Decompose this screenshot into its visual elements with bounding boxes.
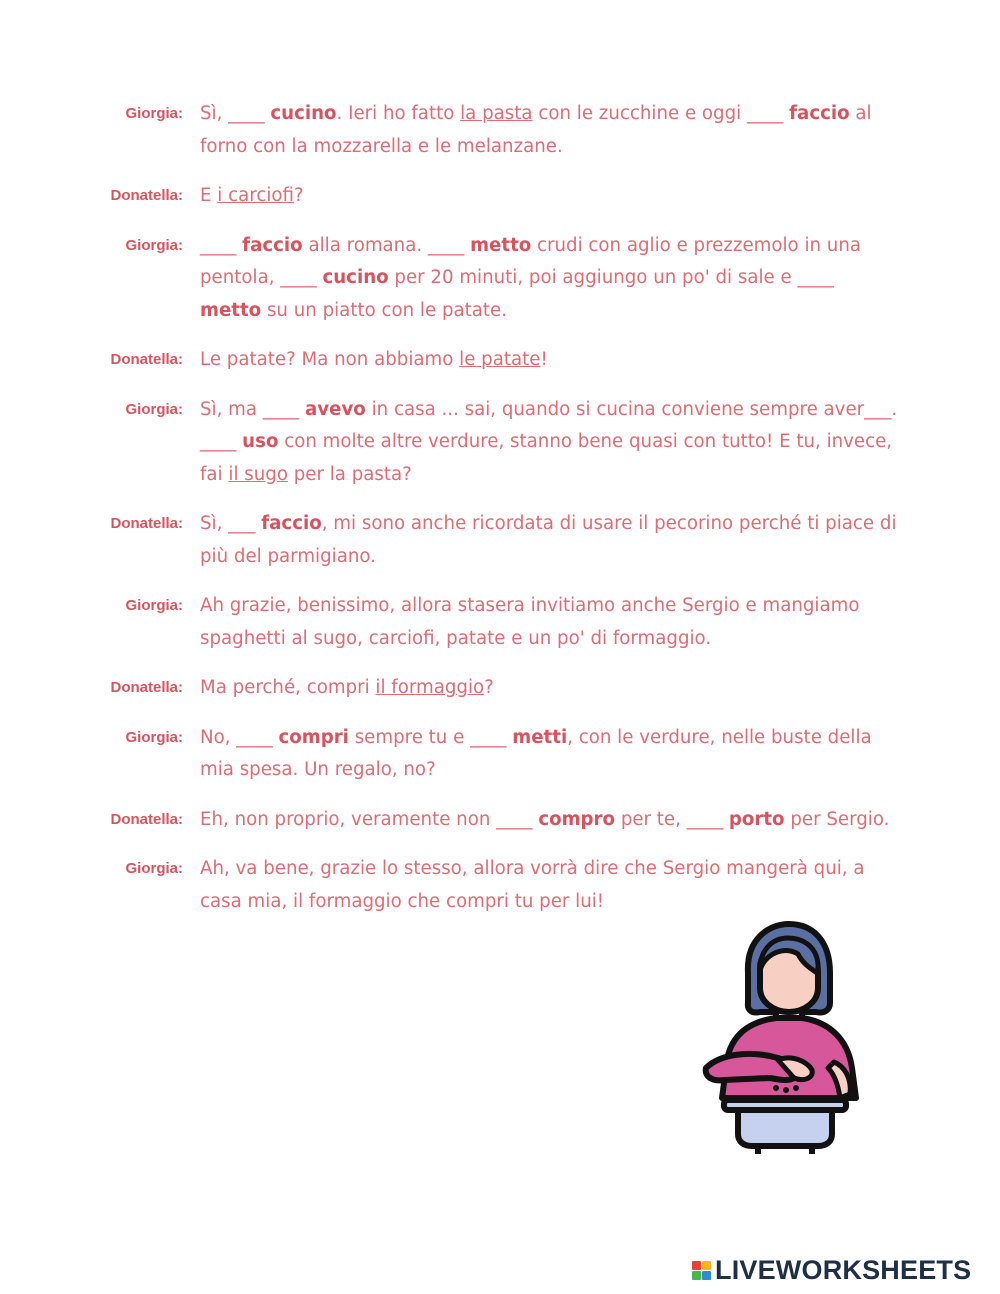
text-segment: Sì,: [200, 513, 229, 534]
underlined-noun: i carciofi: [217, 185, 294, 206]
text-segment: per te,: [615, 808, 687, 830]
dialogue-text: [200, 722, 900, 787]
speaker-name: Donatella:: [110, 679, 183, 696]
blank-field[interactable]: ___: [864, 398, 892, 420]
text-segment: ?: [484, 677, 494, 698]
dialogue-text: [200, 590, 900, 655]
text-segment: con le zucchine e oggi: [532, 103, 747, 124]
dialogue-text: [200, 344, 900, 377]
text-segment: Sì, ma: [200, 398, 263, 420]
dialogue-text: [200, 853, 900, 918]
dialogue-line: [0, 853, 1000, 918]
underlined-noun: il formaggio: [375, 677, 485, 698]
speaker-name: Giorgia:: [125, 400, 183, 418]
speaker-name: Giorgia:: [125, 236, 183, 254]
text-segment: Eh, non proprio, veramente non: [200, 808, 497, 830]
text-segment: Ma perché, compri: [200, 677, 376, 698]
logo-mark-square: [702, 1271, 711, 1280]
underlined-noun: il sugo: [228, 463, 288, 485]
woman-cooking-icon: [700, 918, 865, 1158]
logo-mark-square: [692, 1271, 701, 1280]
dialogue-line: [0, 394, 1000, 492]
verb-bold: metto: [470, 234, 532, 256]
text-segment: crudi con aglio e prezzemolo in una pentola,: [200, 234, 862, 288]
text-segment: Sì,: [200, 103, 229, 124]
verb-bold: metti: [512, 726, 568, 748]
dialogue-text: [200, 230, 900, 328]
text-segment: .: [891, 398, 898, 420]
text-segment: per la pasta?: [287, 463, 412, 485]
text-segment: , con le verdure, nelle buste della mia spesa. Un regalo, no?: [200, 726, 872, 780]
logo-mark-square: [702, 1261, 711, 1270]
underlined-noun: la pasta: [460, 103, 533, 124]
text-segment: , mi sono anche ricordata di usare il pecorino perché ti piace di più del parmigiano.: [200, 513, 897, 567]
blank-field[interactable]: ____: [228, 103, 265, 124]
underlined-noun: le patate: [459, 349, 541, 370]
verb-bold: avevo: [304, 398, 366, 420]
blank-field[interactable]: ____: [236, 726, 273, 748]
dialogue-line: [0, 98, 1000, 163]
blank-field[interactable]: ____: [200, 234, 237, 256]
speaker-name: Donatella:: [110, 351, 183, 368]
verb-bold: faccio: [242, 234, 303, 256]
logo-mark-square: [692, 1261, 701, 1270]
text-segment: Ah, va bene, grazie lo stesso, allora vorrà dire che Sergio mangerà qui, a casa mia, il formaggio che compri tu per lui!: [200, 858, 865, 912]
blank-field[interactable]: ____: [427, 234, 465, 256]
text-segment: Le patate? Ma non abbiamo: [200, 349, 460, 370]
dialogue-line: [0, 230, 1000, 328]
liveworksheets-logo: [692, 1255, 971, 1285]
blank-field[interactable]: ____: [746, 103, 784, 124]
verb-bold: compro: [538, 808, 616, 830]
blank-field[interactable]: ____: [797, 267, 834, 288]
logo-mark-icon: [692, 1261, 711, 1280]
text-segment: su un piatto con le patate.: [261, 299, 508, 321]
dialogue-text: [200, 98, 900, 163]
logo-text: LIVEWORKSHEETS: [715, 1254, 972, 1285]
text-segment: No,: [200, 726, 237, 748]
text-segment: al forno con la mozzarella e le melanzane.: [200, 103, 872, 157]
dialogue-text: [200, 508, 900, 573]
speaker-name: Donatella:: [110, 515, 183, 532]
text-segment: sempre tu e: [348, 726, 471, 748]
dialogue-text: [200, 180, 900, 213]
verb-bold: cucino: [322, 267, 389, 288]
text-segment: Ah grazie, benissimo, allora stasera invitiamo anche Sergio e mangiamo spaghetti al sugo, carciofi, patate e un po' di formaggio.: [200, 595, 860, 649]
speaker-name: Giorgia:: [125, 597, 183, 614]
dialogue-line: [0, 672, 1000, 705]
dialogue-line: [0, 804, 1000, 837]
dialogue-line: [0, 508, 1000, 573]
speaker-name: Donatella:: [110, 187, 183, 204]
speaker-name: Giorgia:: [125, 728, 183, 746]
text-segment: per Sergio.: [784, 808, 890, 830]
blank-field[interactable]: ____: [262, 398, 300, 420]
blank-field[interactable]: ____: [470, 726, 507, 748]
blank-field[interactable]: ____: [496, 808, 533, 830]
dialogue: [0, 98, 1000, 935]
text-segment: con molte altre verdure, stanno bene quasi con tutto! E tu, invece, fai: [200, 431, 893, 485]
verb-bold: cucino: [270, 103, 337, 124]
dialogue-text: [200, 394, 900, 492]
speaker-name: Donatella:: [110, 810, 183, 828]
dialogue-line: [0, 590, 1000, 655]
dialogue-line: [0, 344, 1000, 377]
speaker-name: Giorgia:: [125, 105, 183, 122]
verb-bold: faccio: [789, 103, 850, 124]
blank-field[interactable]: ____: [280, 267, 317, 288]
verb-bold: metto: [200, 299, 262, 321]
text-segment: per 20 minuti, poi aggiungo un po' di sale e: [388, 267, 798, 288]
text-segment: !: [540, 349, 548, 370]
text-segment: alla romana.: [302, 234, 428, 256]
dialogue-text: [200, 804, 900, 837]
speaker-name: Giorgia:: [125, 860, 183, 877]
dialogue-text: [200, 672, 900, 705]
blank-field[interactable]: ____: [686, 808, 724, 830]
verb-bold: faccio: [261, 513, 322, 534]
blank-field[interactable]: ____: [200, 431, 237, 452]
dialogue-line: [0, 180, 1000, 213]
dialogue-line: [0, 722, 1000, 787]
blank-field[interactable]: ___: [228, 513, 256, 534]
text-segment: . Ieri ho fatto: [336, 103, 461, 124]
text-segment: in casa ... sai, quando si cucina conviene sempre aver: [365, 398, 865, 420]
verb-bold: porto: [728, 808, 785, 830]
verb-bold: compri: [278, 726, 349, 748]
verb-bold: uso: [242, 431, 279, 452]
text-segment: E: [200, 185, 218, 206]
text-segment: ?: [293, 185, 304, 206]
